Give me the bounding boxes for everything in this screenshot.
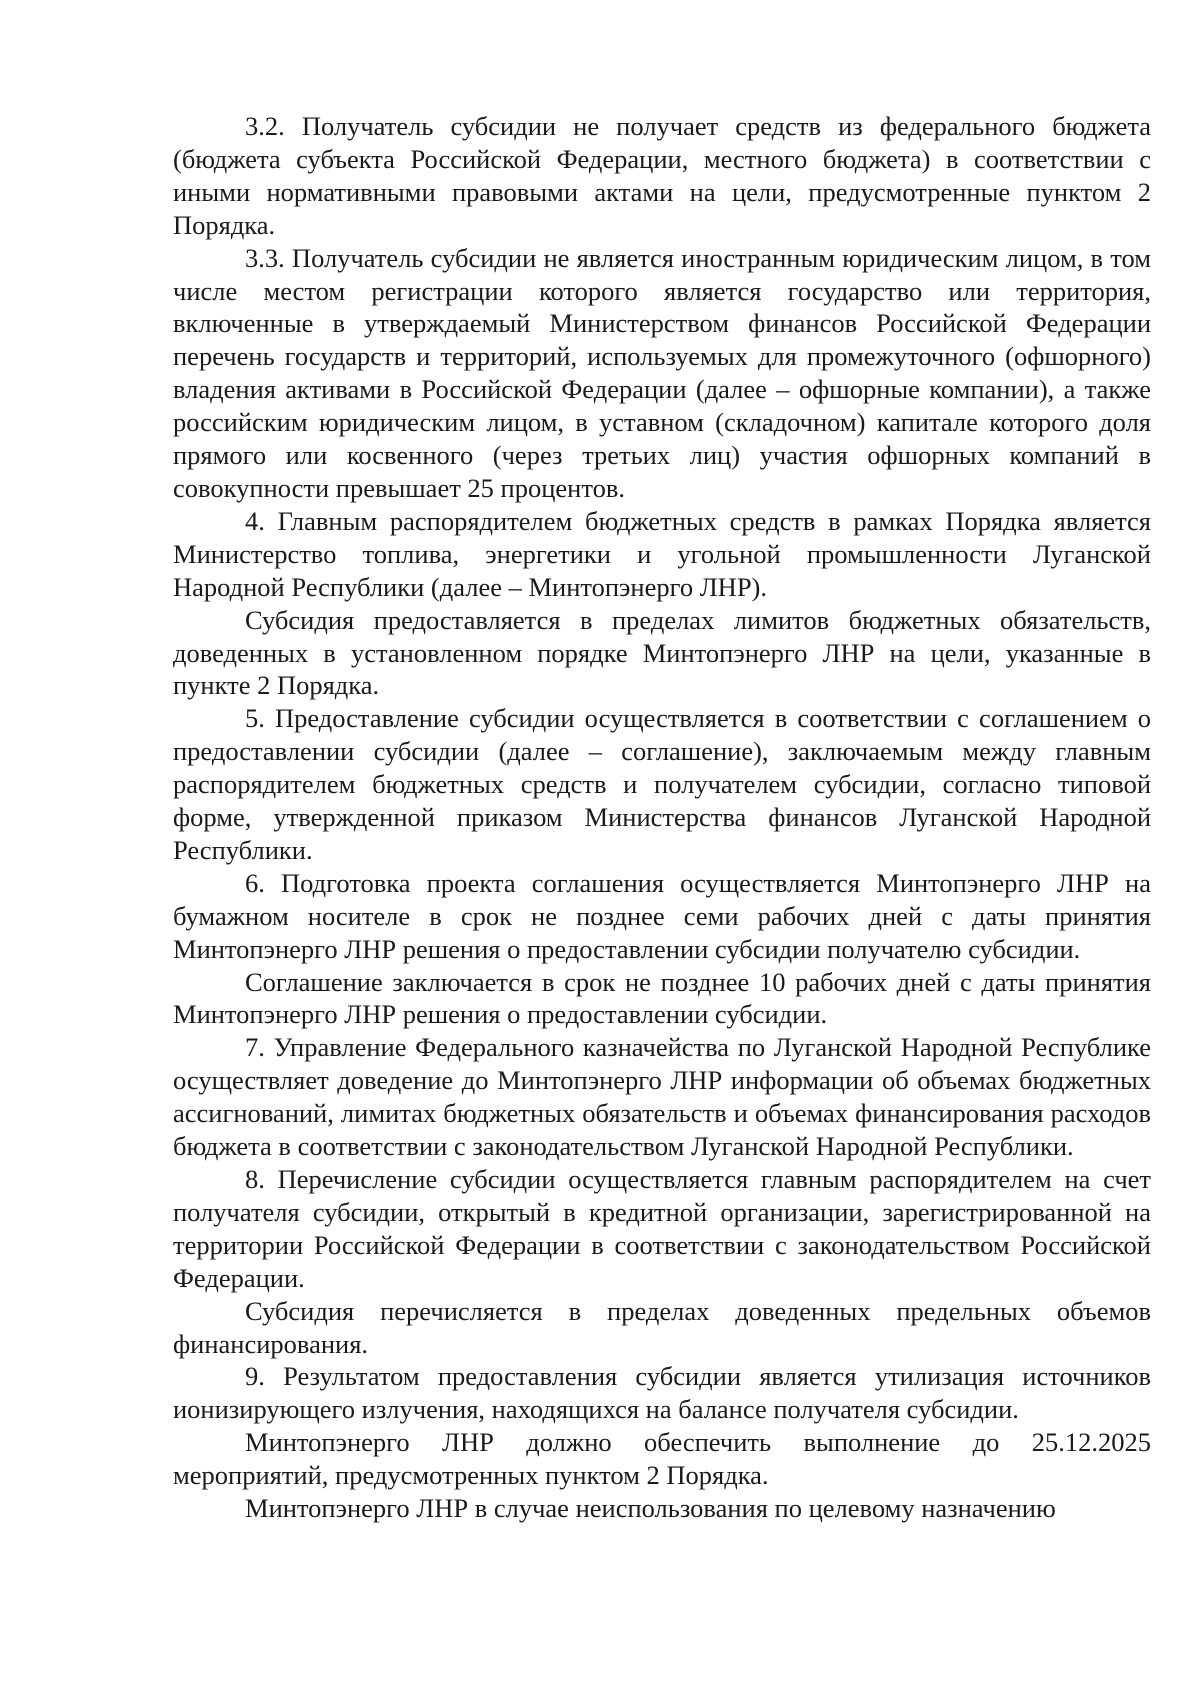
paragraph-9-deadline: Минтопэнерго ЛНР должно обеспечить выполнение до 25.12.2025 мероприятий, предусмотренных пунктом 2 Порядка. [173, 1427, 1151, 1491]
paragraph-3-3: 3.3. Получатель субсидии не является иностранным юридическим лицом, в том числе местом регистрации которого является государство или территория, включенные в утверждаемый Министерством финансов Российской Федерации перечень государств и территорий, используемых для промежуточного (офшорного) владения активами в Российской Федерации (далее – офшорные компании), а также российским юридическим лицом, в уставном (складочном) капитале которого доля прямого или косвенного (через третьих лиц) участия офшорных компаний в совокупности превышает 25 процентов. [173, 242, 1151, 503]
paragraph-9: 9. Результатом предоставления субсидии является утилизация источников ионизирующего излучения, находящихся на балансе получателя субсидии. [173, 1361, 1151, 1425]
paragraph-8-transfer: Субсидия перечисляется в пределах доведенных предельных объемов финансирования. [173, 1295, 1151, 1359]
paragraph-9-misuse: Минтопэнерго ЛНР в случае неиспользования по целевому назначению [245, 1493, 1056, 1524]
paragraph-4: 4. Главным распорядителем бюджетных средств в рамках Порядка является Министерство топлива, энергетики и угольной промышленности Луганской Народной Республики (далее – Минтопэнерго ЛНР). [173, 505, 1151, 602]
paragraph-4-limits: Субсидия предоставляется в пределах лимитов бюджетных обязательств, доведенных в установленном порядке Минтопэнерго ЛНР на цели, указанные в пункте 2 Порядка. [173, 604, 1151, 701]
paragraph-6-agreement: Соглашение заключается в срок не позднее 10 рабочих дней с даты принятия Минтопэнерго ЛНР решения о предоставлении субсидии. [173, 966, 1151, 1030]
paragraph-6: 6. Подготовка проекта соглашения осуществляется Минтопэнерго ЛНР на бумажном носителе в срок не позднее семи рабочих дней с даты принятия Минтопэнерго ЛНР решения о предоставлении субсидии получателю субсидии. [173, 867, 1151, 964]
paragraph-8: 8. Перечисление субсидии осуществляется главным распорядителем на счет получателя субсидии, открытый в кредитной организации, зарегистрированной на территории Российской Федерации в соответствии с законодательством Российской Федерации. [173, 1164, 1151, 1293]
paragraph-7: 7. Управление Федерального казначейства по Луганской Народной Республике осуществляет доведение до Минтопэнерго ЛНР информации об объемах бюджетных ассигнований, лимитах бюджетных обязательств и объемах финансирования расходов бюджета в соответствии с законодательством Луганской Народной Республики. [173, 1032, 1151, 1162]
paragraph-3-2: 3.2. Получатель субсидии не получает средств из федерального бюджета (бюджета субъекта Российской Федерации, местного бюджета) в соответствии с иными нормативными правовыми актами на цели, предусмотренные пунктом 2 Порядка. [173, 111, 1151, 240]
paragraph-5: 5. Предоставление субсидии осуществляется в соответствии с соглашением о предоставлении субсидии (далее – соглашение), заключаемым между главным распорядителем бюджетных средств и получателем субсидии, согласно типовой форме, утвержденной приказом Министерства финансов Луганской Народной Республики. [173, 703, 1151, 865]
document-page [173, 110, 1151, 1525]
